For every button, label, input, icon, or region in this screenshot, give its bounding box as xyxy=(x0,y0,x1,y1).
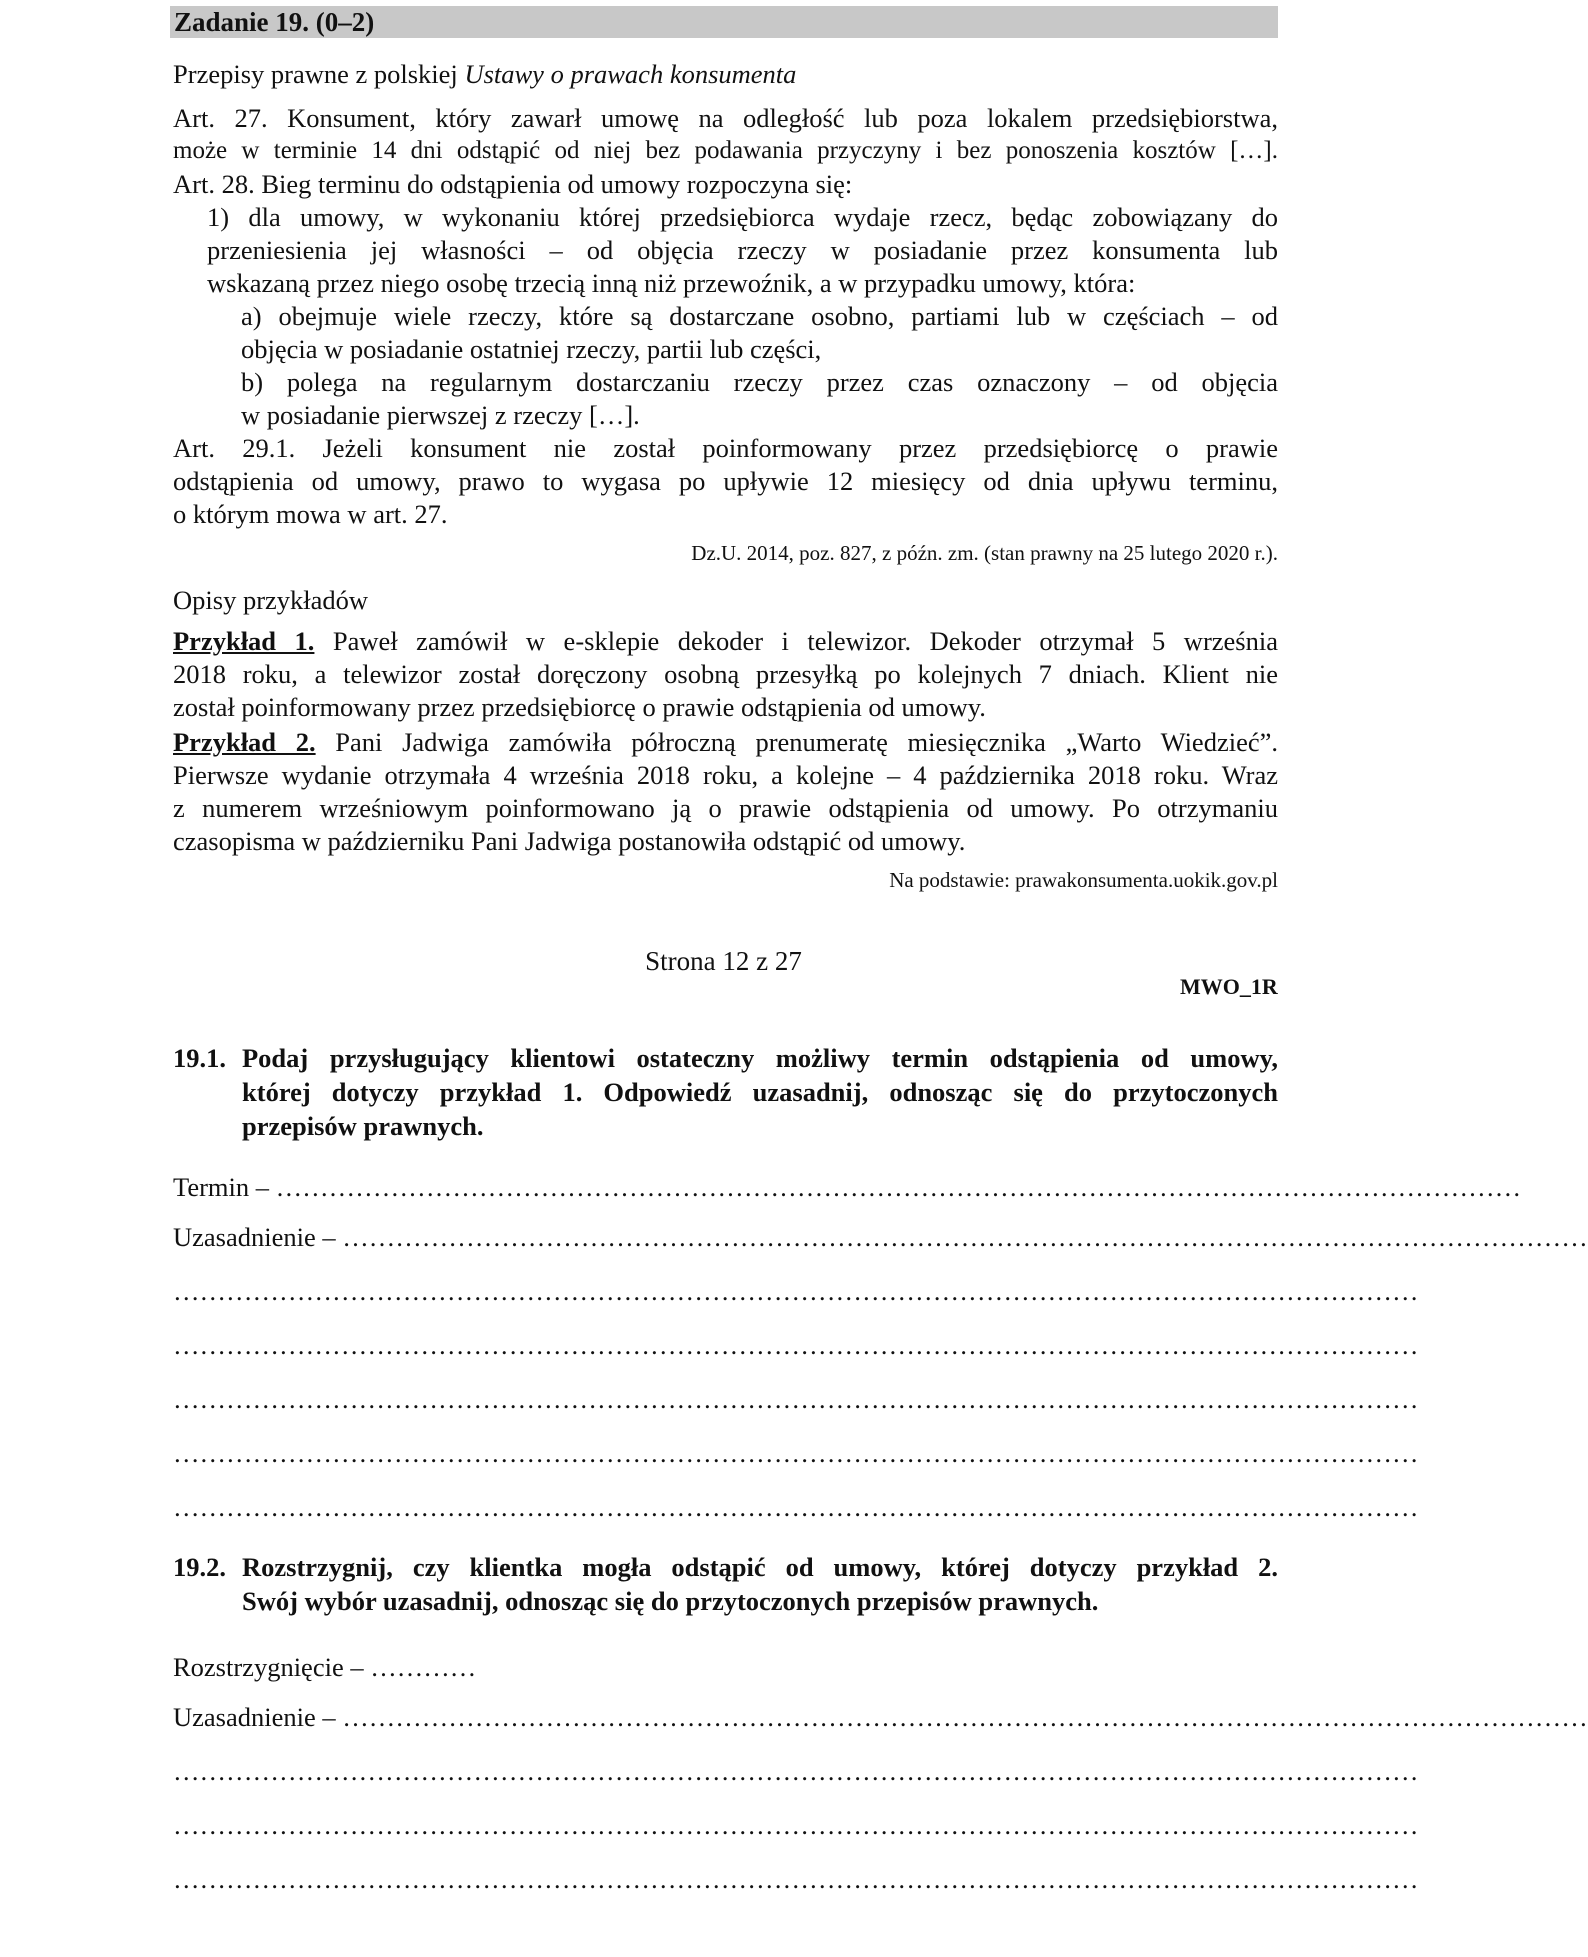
question-19-1-line: Podaj przysługujący klientowi ostateczny możliwy termin odstąpienia od umowy, xyxy=(242,1043,1278,1073)
law-line: odstąpienia od umowy, prawo to wygasa po upływie 12 miesięcy od dnia upływu terminu, xyxy=(173,466,1278,496)
law-line: b) polega na regularnym dostarczaniu rzeczy przez czas oznaczony – od objęcia xyxy=(241,367,1278,397)
answer-line[interactable]: …………………………………………………………………………………………………………………………… xyxy=(173,1276,1419,1306)
uzasadnienie-1-answer-field[interactable]: Uzasadnienie – …………………………………………………………………………………………………………………………… xyxy=(173,1222,1588,1252)
law-line: przeniesienia jej własności – od objęcia rzeczy w posiadanie przez konsumenta lub xyxy=(207,235,1278,265)
law-line: Art. 27. Konsument, który zawarł umowę na odległość lub poza lokalem przedsiębiorstwa, xyxy=(173,103,1278,133)
law-line: w posiadanie pierwszej z rzeczy […]. xyxy=(241,400,640,430)
example-2-line: Pierwsze wydanie otrzymała 4 września 2018 roku, a kolejne – 4 października 2018 roku. Wraz xyxy=(173,760,1278,790)
page-number: Strona 12 z 27 xyxy=(645,946,802,976)
answer-line[interactable]: …………………………………………………………………………………………………………………………… xyxy=(173,1756,1419,1786)
law-line: 1) dla umowy, w wykonaniu której przedsiębiorca wydaje rzecz, będąc zobowiązany do xyxy=(207,202,1278,232)
source-intro: Przepisy prawne z polskiej Ustawy o prawach konsumenta xyxy=(173,59,797,89)
exam-code: MWO_1R xyxy=(1180,974,1278,999)
law-citation: Dz.U. 2014, poz. 827, z późn. zm. (stan prawny na 25 lutego 2020 r.). xyxy=(691,541,1278,565)
question-19-1-line: której dotyczy przykład 1. Odpowiedź uzasadnij, odnosząc się do przytoczonych xyxy=(242,1077,1278,1107)
example-2-line: z numerem wrześniowym poinformowano ją o prawie odstąpienia od umowy. Po otrzymaniu xyxy=(173,793,1278,823)
task-header-bar xyxy=(170,6,1278,38)
question-19-1-line: przepisów prawnych. xyxy=(242,1111,484,1141)
example-2-label: Przykład 2. xyxy=(173,727,316,757)
question-19-2-line: Rozstrzygnij, czy klientka mogła odstąpić od umowy, której dotyczy przykład 2. xyxy=(242,1552,1278,1582)
law-line: objęcia w posiadanie ostatniej rzeczy, partii lub części, xyxy=(241,334,822,364)
examples-heading: Opisy przykładów xyxy=(173,585,369,615)
uzasadnienie-2-answer-field[interactable]: Uzasadnienie – …………………………………………………………………………………………………………………………… xyxy=(173,1702,1588,1732)
example-1-line: 2018 roku, a telewizor został doręczony osobną przesyłką po kolejnych 7 dniach. Klient nie xyxy=(173,659,1278,689)
example-1-label: Przykład 1. xyxy=(173,626,315,656)
task-title: Zadanie 19. (0–2) xyxy=(174,7,375,37)
answer-line[interactable]: …………………………………………………………………………………………………………………………… xyxy=(173,1492,1419,1522)
answer-line[interactable]: …………………………………………………………………………………………………………………………… xyxy=(173,1810,1419,1840)
example-2-line: czasopisma w październiku Pani Jadwiga postanowiła odstąpić od umowy. xyxy=(173,826,966,856)
question-19-2-line: Swój wybór uzasadnij, odnosząc się do przytoczonych przepisów prawnych. xyxy=(242,1586,1099,1616)
answer-line[interactable]: …………………………………………………………………………………………………………………………… xyxy=(173,1438,1419,1468)
answer-line[interactable]: …………………………………………………………………………………………………………………………… xyxy=(173,1384,1419,1414)
law-line: może w terminie 14 dni odstąpić od niej bez podawania przyczyny i bez ponoszenia kosztów […]. xyxy=(173,137,1278,164)
law-line: wskazaną przez niego osobę trzecią inną niż przewoźnik, a w przypadku umowy, która: xyxy=(207,268,1136,298)
law-line: Art. 29.1. Jeżeli konsument nie został poinformowany przez przedsiębiorcę o prawie xyxy=(173,433,1278,463)
examples-source: Na podstawie: prawakonsumenta.uokik.gov.pl xyxy=(889,868,1278,892)
example-1-line: został poinformowany przez przedsiębiorcę o prawie odstąpienia od umowy. xyxy=(173,692,986,722)
answer-line[interactable]: …………………………………………………………………………………………………………………………… xyxy=(173,1330,1419,1360)
answer-line[interactable]: …………………………………………………………………………………………………………………………… xyxy=(173,1864,1419,1894)
law-line: a) obejmuje wiele rzeczy, które są dostarczane osobno, partiami lub w częściach – od xyxy=(241,301,1278,331)
example-1-line: Przykład 1. Paweł zamówił w e-sklepie dekoder i telewizor. Dekoder otrzymał 5 września xyxy=(173,626,1278,656)
question-19-2-number: 19.2. xyxy=(173,1552,226,1582)
termin-answer-field[interactable]: Termin – …………………………………………………………………………………………………………………………… xyxy=(173,1172,1522,1202)
rozstrzygniecie-answer-field[interactable]: Rozstrzygnięcie – ………… xyxy=(173,1652,477,1682)
law-line: o którym mowa w art. 27. xyxy=(173,499,448,529)
question-19-1-number: 19.1. xyxy=(173,1043,226,1073)
example-2-line: Przykład 2. Pani Jadwiga zamówiła półroczną prenumeratę miesięcznika „Warto Wiedzieć”. xyxy=(173,727,1278,757)
law-line: Art. 28. Bieg terminu do odstąpienia od umowy rozpoczyna się: xyxy=(173,169,853,199)
act-name: Ustawy o prawach konsumenta xyxy=(464,59,797,89)
